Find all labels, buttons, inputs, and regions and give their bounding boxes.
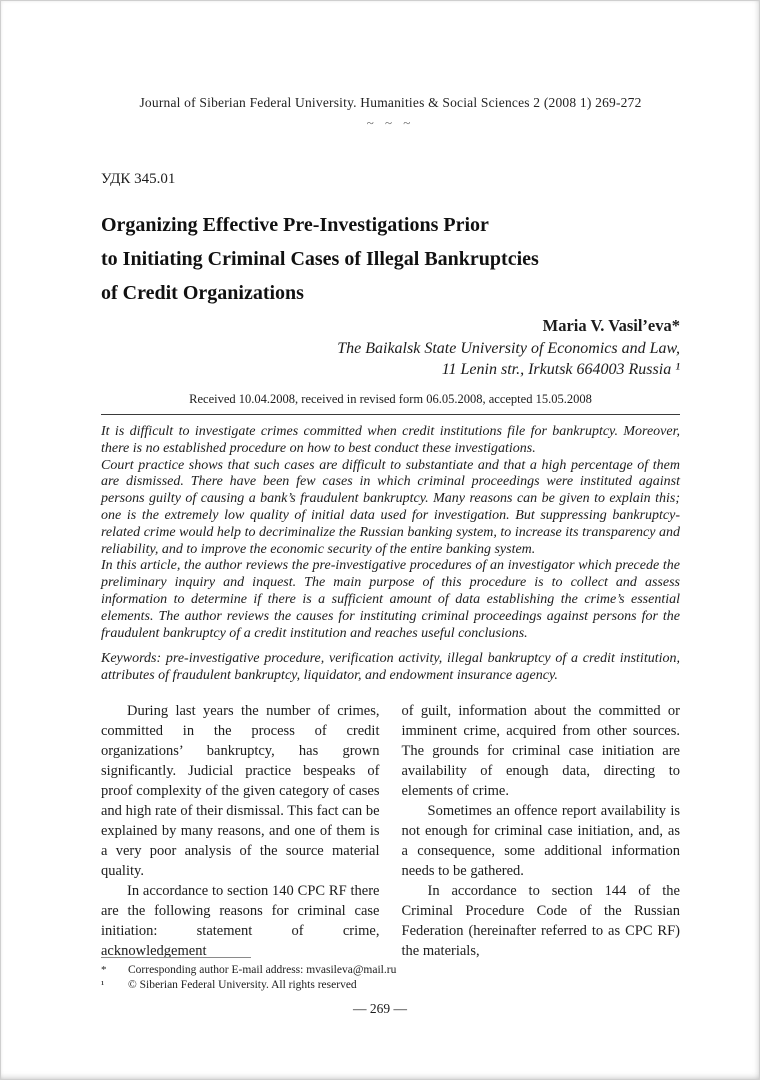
author-affiliation [101, 338, 680, 380]
author-name: Maria V. Vasil’eva* [542, 316, 680, 335]
article-title-line-2: to Initiating Criminal Cases of Illegal Bankruptcies [101, 248, 539, 270]
footnote-divider [101, 957, 251, 958]
keywords: Keywords: pre-investigative procedure, verification activity, illegal bankruptcy of a credit institution, attributes of fraudulent bankruptcy, liquidator, and endowment insurance agency. [101, 651, 680, 684]
footnotes [101, 957, 680, 993]
page-number: — 269 — [353, 1001, 407, 1016]
right-column [402, 701, 681, 961]
abstract-paragraph: It is difficult to investigate crimes committed when credit institutions file for bankruptcy. Moreover, there is no established procedure on how to best conduct these investigations. [101, 424, 680, 456]
footnote-corresponding-author [101, 963, 680, 978]
footnote-copyright [101, 978, 680, 993]
received-dates: Received 10.04.2008, received in revised form 06.05.2008, accepted 15.05.2008 [101, 392, 680, 415]
footnote-marker: ¹ [101, 979, 105, 991]
body-paragraph: In accordance to section 144 of the Criminal Procedure Code of the Russian Federation (hereinafter referred to as CPC RF) the materials, [401, 882, 680, 959]
footnote-marker: * [101, 964, 107, 976]
abstract [101, 424, 680, 685]
journal-header: Journal of Siberian Federal University. Humanities & Social Sciences 2 (2008 1) 269-272 [139, 95, 642, 110]
body-columns [101, 701, 680, 961]
abstract-paragraph: Court practice shows that such cases are difficult to substantiate and that a high percentage of them are dismissed. There have been few cases in which criminal proceedings were instituted against persons guilty of causing a bank’s fraudulent bankruptcy. Many reasons can be given to explain this; one is the extremely low quality of initial data used for investigation. But suppressing bankruptcy-related crime would help to decriminalize the Russian banking system, to increase its transparency and reliability, and to improve the economic security of the entire banking system. [101, 457, 680, 557]
body-paragraph: of guilt, information about the committed or imminent crime, acquired from other sources. The grounds for criminal case initiation are availability of enough data, directing to elements of crime. [401, 702, 680, 799]
abstract-paragraph: In this article, the author reviews the pre-investigative procedures of an investigator which precede the preliminary inquiry and inquest. The main purpose of this procedure is to collect and assess information to determine if there is a sufficient amount of data establishing the crime’s essential elements. The author reviews the causes for instituting criminal proceedings against persons for the fraudulent bankruptcy of a credit institution and reaches useful conclusions. [101, 558, 680, 641]
body-paragraph: During last years the number of crimes, committed in the process of credit organizations’ bankruptcy, has grown significantly. Judicial practice bespeaks of proof complexity of the given category of cases and high rate of their dismissal. This fact can be explained by many reasons, and one of them is a very poor analysis of the source material quality. [101, 702, 380, 879]
article-title-line-1: Organizing Effective Pre-Investigations Prior [101, 214, 489, 236]
affiliation-line-1: The Baikalsk State University of Economics and Law, [337, 340, 680, 357]
article-title-line-3: of Credit Organizations [101, 282, 304, 304]
left-column [101, 701, 380, 961]
udk-code: УДК 345.01 [101, 171, 176, 187]
footnote-text: Corresponding author E-mail address: mvasileva@mail.ru [128, 964, 397, 976]
body-paragraph: Sometimes an offence report availability is not enough for criminal case initiation, and, as a consequence, some additional information needs to be gathered. [401, 802, 680, 879]
article-title [101, 208, 680, 310]
tilde-divider: ~ ~ ~ [366, 115, 415, 130]
body-paragraph: In accordance to section 140 CPC RF there are the following reasons for criminal case initiation: statement of crime, acknowledgement [101, 882, 380, 959]
page-content [1, 1, 759, 961]
affiliation-line-2: 11 Lenin str., Irkutsk 664003 Russia ¹ [441, 361, 680, 378]
footnote-text: © Siberian Federal University. All rights reserved [128, 979, 357, 991]
